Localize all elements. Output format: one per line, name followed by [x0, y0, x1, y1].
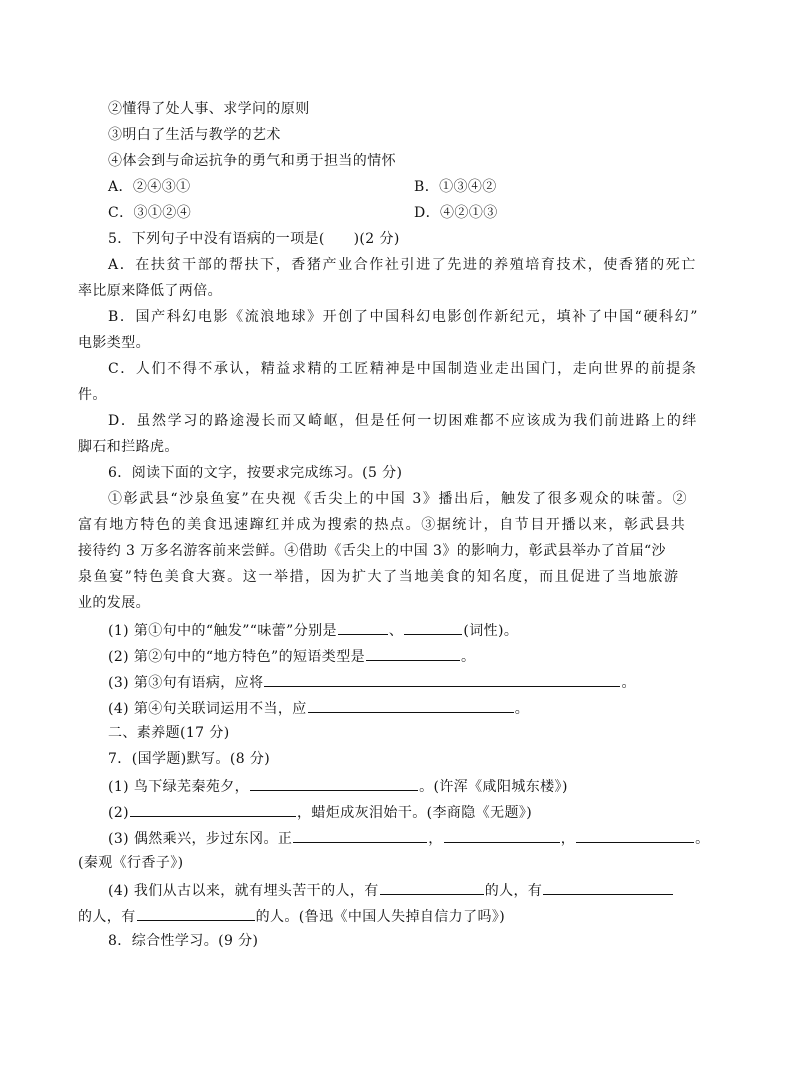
q4-option-c: C．③①②④: [108, 205, 192, 221]
q5-option-d-line2: 脚石和拦路虎。: [78, 439, 179, 455]
section-heading: 二、素养题(17 分): [108, 725, 230, 741]
q8-stem: 8．综合性学习。(9 分): [108, 933, 259, 949]
q7-sub3: (3) 偶然乘兴，步过东冈。正 ， ， 。: [108, 827, 710, 849]
answer-blank[interactable]: [380, 879, 484, 895]
answer-blank[interactable]: [250, 775, 418, 791]
answer-blank[interactable]: [543, 879, 673, 895]
q5-option-d-line1: D．虽然学习的路途漫长而又崎岖，但是任何一切困难都不应该成为我们前进路上的绊: [108, 413, 699, 429]
answer-blank[interactable]: [308, 697, 514, 713]
q4-option-b: B．①③④②: [414, 179, 497, 195]
answer-blank[interactable]: [293, 827, 427, 843]
q6-sub1: (1) 第①句中的“触发”“味蕾”分别是 、 (词性)。: [108, 619, 518, 641]
q7-sub4-line2: 的人，有 的人。(鲁迅《中国人失掉自信力了吗》): [78, 905, 505, 927]
q6-sub2: (2) 第②句中的“地方特色”的短语类型是 。: [108, 645, 475, 667]
answer-blank[interactable]: [338, 619, 388, 635]
q6-passage-line3: 接待约 3 万多名游客前来尝鲜。④借助《舌尖上的中国 3》的影响力，彰武县举办了首届“沙: [78, 543, 666, 559]
q4-item-4: ④体会到与命运抗争的勇气和勇于担当的情怀: [108, 153, 396, 169]
q6-passage-line5: 业的发展。: [78, 595, 150, 611]
q6-passage-line2: 富有地方特色的美食迅速蹿红并成为搜索的热点。③据统计，自节目开播以来，彰武县共: [78, 517, 687, 533]
q4-option-a: A．②④③①: [108, 179, 191, 195]
q5-option-a-line2: 率比原来降低了两倍。: [78, 283, 222, 299]
q4-item-3: ③明白了生活与教学的艺术: [108, 127, 281, 143]
answer-blank[interactable]: [444, 827, 560, 843]
q5-option-c-line2: 件。: [78, 387, 107, 403]
q6-passage-line4: 泉鱼宴”特色美食大赛。这一举措，因为扩大了当地美食的知名度，而且促进了当地旅游: [78, 569, 680, 585]
q5-option-b-line2: 电影类型。: [78, 335, 150, 351]
q5-option-b-line1: B．国产科幻电影《流浪地球》开创了中国科幻电影创作新纪元，填补了中国“硬科幻”: [108, 309, 699, 325]
q7-sub1: (1) 鸟下绿芜秦苑夕， 。(许浑《咸阳城东楼》): [108, 775, 568, 797]
q7-stem: 7．(国学题)默写。(8 分): [108, 751, 271, 767]
answer-blank[interactable]: [366, 645, 460, 661]
q6-stem: 6．阅读下面的文字，按要求完成练习。(5 分): [108, 465, 403, 481]
q6-passage-line1: ①彰武县“沙泉鱼宴”在央视《舌尖上的中国 3》播出后，触发了很多观众的味蕾。②: [108, 491, 689, 507]
q7-sub2: (2) ，蜡炬成灰泪始干。(李商隐《无题》): [108, 801, 532, 823]
q5-option-c-line1: C．人们不得不承认，精益求精的工匠精神是中国制造业走出国门，走向世界的前提条: [108, 361, 698, 377]
answer-blank[interactable]: [130, 801, 296, 817]
answer-blank[interactable]: [264, 671, 620, 687]
q4-option-d: D．④②①③: [414, 205, 498, 221]
q6-sub3: (3) 第③句有语病，应将 。: [108, 671, 636, 693]
q7-sub4-line1: (4) 我们从古以来，就有埋头苦干的人，有 的人，有: [108, 879, 674, 901]
answer-blank[interactable]: [404, 619, 462, 635]
answer-blank[interactable]: [137, 905, 255, 921]
q5-stem: 5．下列句子中没有语病的一项是( )(2 分): [108, 231, 400, 247]
q6-sub4: (4) 第④句关联词运用不当，应 。: [108, 697, 529, 719]
q4-item-2: ②懂得了处人事、求学问的原则: [108, 101, 310, 117]
answer-blank[interactable]: [576, 827, 694, 843]
q5-option-a-line1: A．在扶贫干部的帮扶下，香猪产业合作社引进了先进的养殖培育技术，使香猪的死亡: [108, 257, 697, 273]
q7-sub3-source: (秦观《行香子》): [78, 855, 184, 871]
